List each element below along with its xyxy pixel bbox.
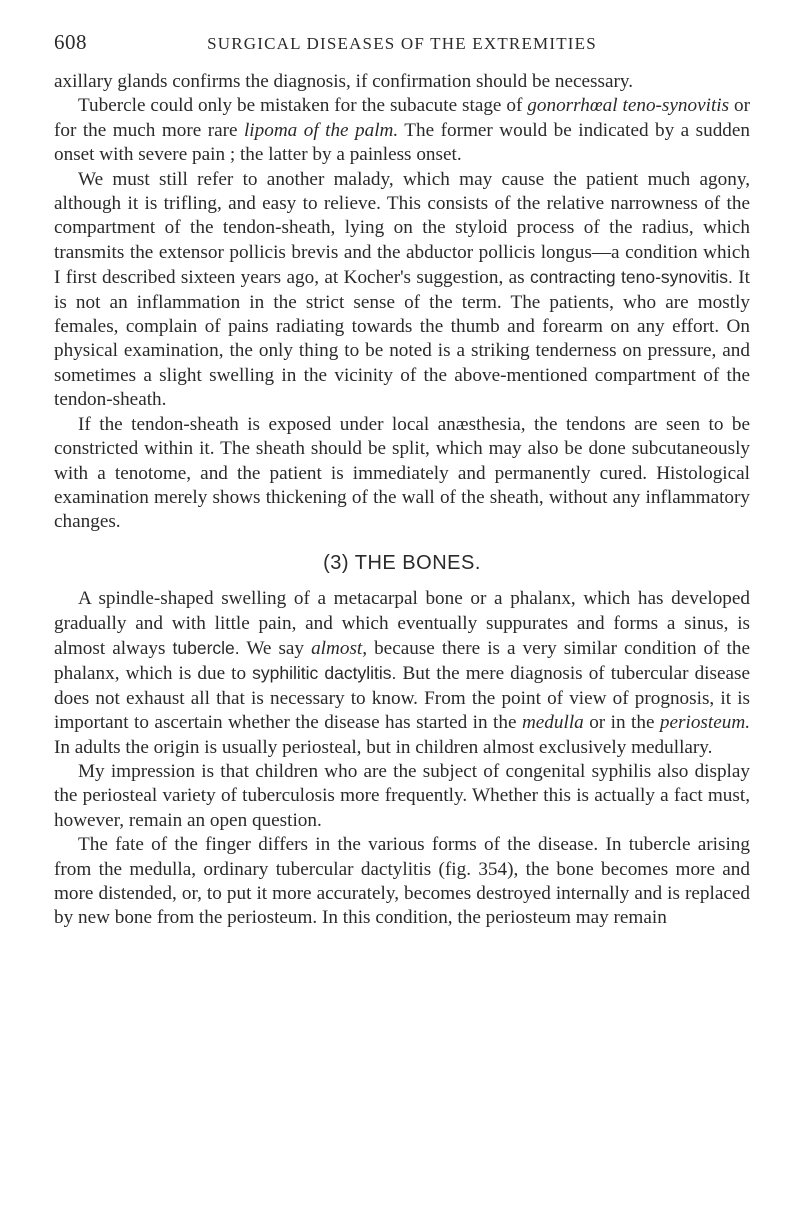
book-page	[54, 30, 750, 931]
term-contracting-teno-synovitis: contracting teno-synovitis.	[529, 267, 733, 288]
paragraph-2	[54, 94, 750, 167]
text-run: In adults the origin is usually periosteal, but in children almost exclusively medullary.	[54, 736, 713, 758]
term-periosteum: periosteum.	[659, 712, 750, 734]
paragraph-7: The fate of the finger differs in the various forms of the disease. In tubercle arising from the medulla, ordinary tubercular dactylitis (fig. 354), the bone becomes more and more distended, or, to put it more accurately, becomes destroyed internally and is replaced by new bone from the periosteum. In this condition, the periosteum may remain	[54, 834, 750, 929]
paragraph-5	[54, 587, 750, 760]
page-number: 608	[54, 30, 87, 54]
body-text	[54, 70, 750, 931]
term-gonorrhoeal-teno-synovitis: gonorrhœal teno-synovitis	[527, 95, 730, 117]
text-run: or in the	[583, 712, 660, 734]
text-run: It is not an inflammation in the strict sense of the term. The patients, who are mostly females, complain of pains radiating towards the thumb and forearm on any effort. On physical examination, the only thing to be noted is a striking tenderness on pressure, and sometimes a slight swelling in the vicinity of the above-mentioned compartment of the tendon-sheath.	[54, 267, 750, 411]
text-run: because there is a very similar condition of the phalanx, which is due to	[54, 637, 750, 685]
text-run: We say	[239, 637, 312, 659]
paragraph-4: If the tendon-sheath is exposed under local anæsthesia, the tendons are seen to be constricted within it. The sheath should be split, which may also be done subcutaneously with a tenotome, and the patient is immediately and permanently cured. Histological examination merely shows thickening of the wall of the sheath, without any inflammatory changes.	[54, 413, 750, 533]
running-header	[54, 30, 750, 70]
text-run: We must still refer to another malady, which may cause the patient much agony, although it is trifling, and easy to relieve. This consists of the relative narrowness of the compartment of the tendon-sheath, lying on the styloid process of the radius, which transmits the extensor pollicis brevis and the abductor pollicis longus—a condition which I first described sixteen years ago, at Kocher's suggestion, as	[54, 168, 750, 289]
section-heading: (3) THE BONES.	[323, 551, 481, 574]
term-lipoma-of-the-palm: lipoma of the palm.	[243, 119, 399, 141]
text-run: or for the much more rare	[54, 95, 750, 141]
term-almost: almost,	[311, 637, 368, 659]
text-run: A spindle-shaped swelling of a metacarpal bone or a phalanx, which has developed gradually and with little pain, and which eventually suppurates and forms a sinus, is almost always	[54, 588, 750, 659]
text-run: But the mere diagnosis of tubercular disease does not exhaust all that is necessary to know. From the point of view of prognosis, it is important to ascertain whether the disease has started in the	[54, 663, 750, 734]
term-medulla: medulla	[521, 712, 584, 734]
paragraph-1: axillary glands confirms the diagnosis, if confirmation should be necessary.	[54, 71, 634, 92]
term-syphilitic-dactylitis: syphilitic dactylitis.	[252, 663, 397, 684]
text-run: The former would be indicated by a sudden onset with severe pain ; the latter by a painless onset.	[54, 119, 750, 166]
running-title: SURGICAL DISEASES OF THE EXTREMITIES	[207, 34, 597, 53]
text-run: Tubercle could only be mistaken for the subacute stage of	[78, 95, 528, 117]
paragraph-6: My impression is that children who are the subject of congenital syphilis also display the periosteal variety of tuberculosis more frequently. Whether this is actually a fact must, however, remain an open question.	[54, 760, 750, 831]
paragraph-3	[54, 168, 750, 413]
term-tubercle: tubercle.	[172, 637, 240, 658]
